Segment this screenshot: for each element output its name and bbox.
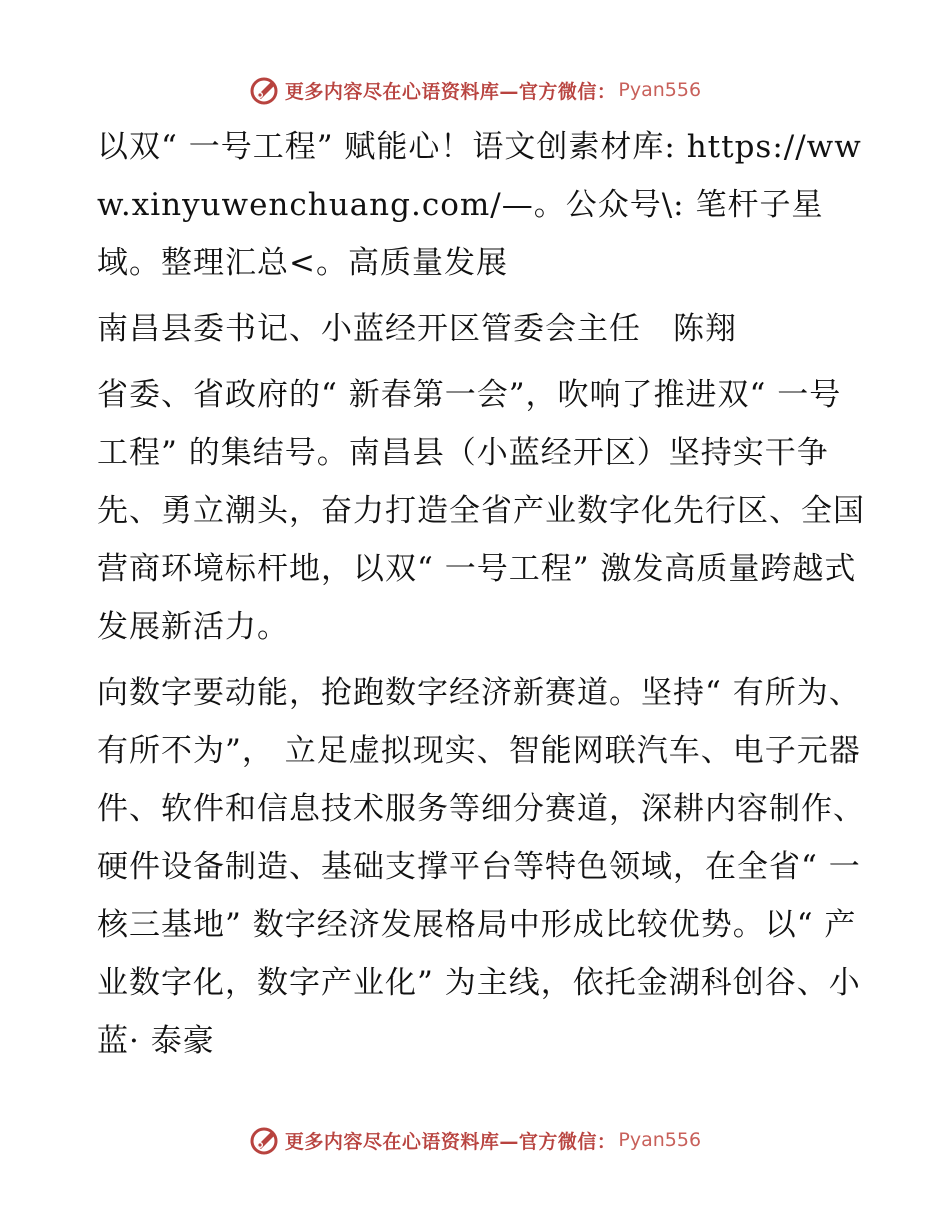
paragraph-intro: 省委、省政府的“ 新春第一会”，吹响了推进双“ 一号工程” 的集结号。南昌县（小蓝经开区）坚持实干争先、勇立潮头，奋力打造全省产业数字化先行区、全国营商环境标杆地，以双“ 一号工程” 激发高质量跨越式发展新活力。: [97, 377, 865, 645]
banner-text: 更多内容尽在心语资料库—官方微信：: [284, 80, 617, 103]
brush-seal-icon: [249, 74, 281, 106]
document-body: [97, 118, 867, 1078]
header-watermark-banner: [0, 70, 950, 110]
brush-seal-icon: [249, 1124, 281, 1156]
banner-wechat-id: Pyan556: [618, 79, 702, 101]
footer-watermark-banner: [0, 1120, 950, 1160]
paragraph-author: 南昌县委书记、小蓝经开区管委会主任 陈翔: [97, 311, 737, 347]
banner-text: 更多内容尽在心语资料库—官方微信：: [284, 1130, 617, 1153]
paragraph-digital: 向数字要动能，抢跑数字经济新赛道。坚持“ 有所为、有所不为”， 立足虚拟现实、智能网联汽车、电子元器件、软件和信息技术服务等细分赛道，深耕内容制作、硬件设备制造、基础支撑平台等特色领域，在全省“ 一核三基地” 数字经济发展格局中形成比较优势。以“ 产业数字化，数字产业化” 为主线，依托金湖科创谷、小蓝· 泰豪: [97, 675, 865, 1059]
banner-wechat-id: Pyan556: [618, 1129, 702, 1151]
paragraph-title: 以双“ 一号工程” 赋能心！语文创素材库: https://www.xinyuwenchuang.com/—。公众号\: 笔杆子星域。整理汇总<。高质量发展: [97, 129, 862, 281]
